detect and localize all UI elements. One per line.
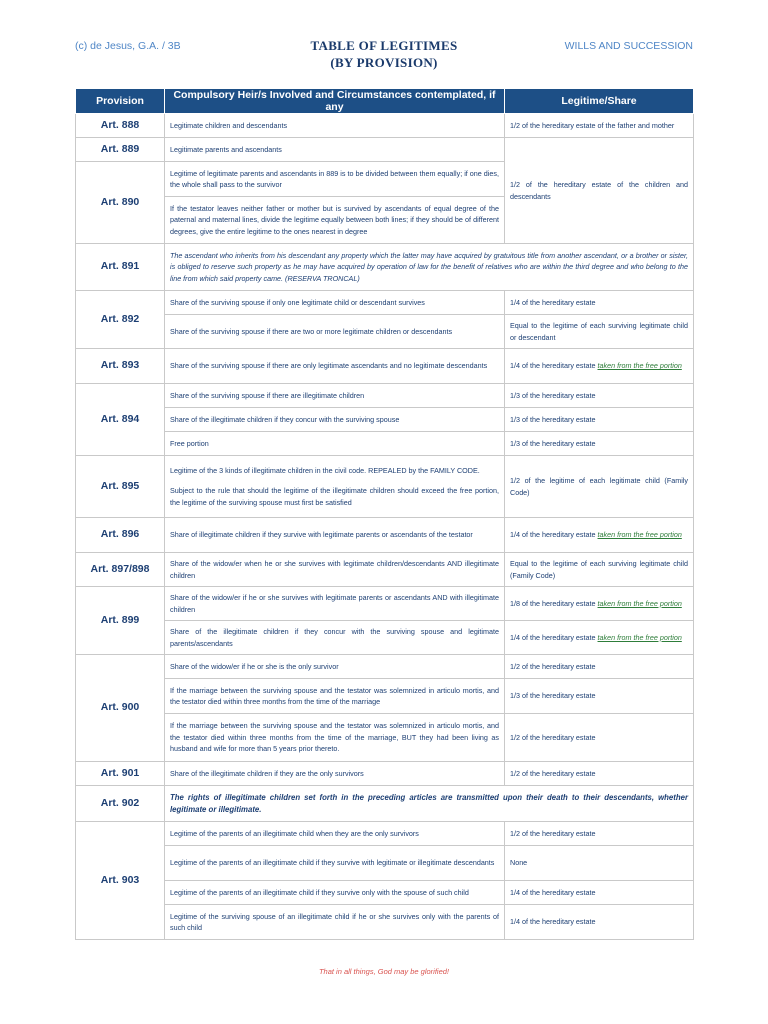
share-cell: 1/4 of the hereditary estate xyxy=(505,291,694,315)
description-cell: The ascendant who inherits from his descendant any property which the latter may have acquired by gratuitous title from another ascendant, or a brother or sister, is obliged to reserve such property as he may have acquired by operation of law for the benefit of relatives who are within the third degree and who belong to the line from which said property came. (RESERVA TRONCAL) xyxy=(165,244,694,291)
provision-cell: Art. 900 xyxy=(76,655,165,762)
description-cell: The rights of illegitimate children set forth in the preceding articles are transmitted upon their death to their descendants, whether legitimate or illegitimate. xyxy=(165,786,694,822)
share-cell: 1/4 of the hereditary estate xyxy=(505,881,694,905)
table-row xyxy=(76,518,694,553)
free-portion-note: taken from the free portion xyxy=(597,632,682,642)
description-cell: If the marriage between the surviving spouse and the testator was solemnized in articulo mortis, and the testator died within three months from the time of the marriage xyxy=(165,679,505,714)
table-row xyxy=(76,456,694,518)
share-cell: 1/2 of the hereditary estate xyxy=(505,714,694,762)
subject-rule-note: Subject to the rule that should the legitime of the illegitimate children should exceed the free portion, the legitime of the surviving spouse must first be satisfied xyxy=(170,486,499,507)
share-cell: 1/2 of the hereditary estate of the children and descendants xyxy=(505,138,694,244)
table-row xyxy=(76,587,694,621)
description-cell: Share of the surviving spouse if only one legitimate child or descendant survives xyxy=(165,291,505,315)
table-row xyxy=(76,655,694,679)
share-cell: 1/4 of the hereditary estate taken from the free portion xyxy=(505,349,694,384)
table-row xyxy=(76,621,694,655)
provision-cell: Art. 893 xyxy=(76,349,165,384)
table-row xyxy=(76,244,694,291)
description-cell: Free portion xyxy=(165,432,505,456)
share-cell: 1/3 of the hereditary estate xyxy=(505,408,694,432)
table-row xyxy=(76,881,694,905)
description-cell: Share of the widow/er if he or she is the only survivor xyxy=(165,655,505,679)
provision-cell: Art. 897/898 xyxy=(76,553,165,587)
table-row xyxy=(76,138,694,162)
share-cell: 1/2 of the hereditary estate xyxy=(505,655,694,679)
description-cell: Legitime of the parents of an illegitimate child if they survive with legitimate or illegitimate descendants xyxy=(165,846,505,881)
table-row xyxy=(76,114,694,138)
share-cell: 1/4 of the hereditary estate taken from the free portion xyxy=(505,518,694,553)
share-cell: 1/2 of the hereditary estate xyxy=(505,822,694,846)
share-cell: 1/3 of the hereditary estate xyxy=(505,679,694,714)
description-cell: Legitime of the surviving spouse of an illegitimate child if he or she survives only with the parents of such child xyxy=(165,905,505,940)
description-cell: Share of the illegitimate children if they concur with the surviving spouse xyxy=(165,408,505,432)
description-cell: Share of the illegitimate children if they are the only survivors xyxy=(165,762,505,786)
provision-cell: Art. 889 xyxy=(76,138,165,162)
subject-label: WILLS AND SUCCESSION xyxy=(564,40,693,52)
share-cell: 1/4 of the hereditary estate taken from the free portion xyxy=(505,621,694,655)
description-cell: Share of illegitimate children if they survive with legitimate parents or ascendants of the testator xyxy=(165,518,505,553)
footer-quote: That in all things, God may be glorified! xyxy=(318,967,450,976)
table-row xyxy=(76,315,694,349)
provision-cell: Art. 894 xyxy=(76,384,165,456)
table-row xyxy=(76,432,694,456)
table-row xyxy=(76,905,694,940)
column-header-provision: Provision xyxy=(76,89,165,114)
table-row xyxy=(76,679,694,714)
title-line-1: TABLE OF LEGITIMES xyxy=(310,38,458,53)
provision-cell: Art. 902 xyxy=(76,786,165,822)
description-cell: Legitime of legitimate parents and ascendants in 889 is to be divided between them equally; if one dies, the whole shall pass to the survivor xyxy=(165,162,505,197)
column-header-heirs: Compulsory Heir/s Involved and Circumstances contemplated, if any xyxy=(165,89,505,114)
free-portion-note: taken from the free portion xyxy=(597,598,682,608)
provision-cell: Art. 888 xyxy=(76,114,165,138)
share-cell: 1/3 of the hereditary estate xyxy=(505,384,694,408)
provision-cell: Art. 895 xyxy=(76,456,165,518)
table-row xyxy=(76,408,694,432)
description-cell: Share of the surviving spouse if there are only legitimate ascendants and no legitimate descendants xyxy=(165,349,505,384)
table-header-row xyxy=(76,89,694,114)
share-cell: 1/2 of the hereditary estate xyxy=(505,762,694,786)
share-cell: 1/4 of the hereditary estate xyxy=(505,905,694,940)
share-cell: 1/2 of the hereditary estate of the father and mother xyxy=(505,114,694,138)
table-row xyxy=(76,349,694,384)
share-cell: 1/3 of the hereditary estate xyxy=(505,432,694,456)
description-cell xyxy=(165,456,505,518)
table-row xyxy=(76,384,694,408)
share-cell: Equal to the legitime of each surviving legitimate child or descendant xyxy=(505,315,694,349)
description-cell: Share of the widow/er when he or she survives with legitimate children/descendants AND illegitimate children xyxy=(165,553,505,587)
description-cell: If the testator leaves neither father or mother but is survived by ascendants of equal degree of the paternal and maternal lines, divide the legitime equally between both lines; if they should be of different degrees, give the entire legitime to the ones nearest in degree xyxy=(165,197,505,244)
author-credit: (c) de Jesus, G.A. / 3B xyxy=(75,40,181,52)
provision-cell: Art. 890 xyxy=(76,162,165,244)
table-row xyxy=(76,714,694,762)
provision-cell: Art. 896 xyxy=(76,518,165,553)
share-cell: 1/2 of the legitime of each legitimate child (Family Code) xyxy=(505,456,694,518)
provision-cell: Art. 903 xyxy=(76,822,165,940)
share-cell: 1/8 of the hereditary estate taken from the free portion xyxy=(505,587,694,621)
table-row xyxy=(76,553,694,587)
legitimes-table xyxy=(75,88,694,940)
description-cell: If the marriage between the surviving spouse and the testator was solemnized in articulo mortis, and the testator died within three months from the time of the marriage, BUT they had been living as husband and wife for more than 5 years prior thereto. xyxy=(165,714,505,762)
table-row xyxy=(76,786,694,822)
title-line-2: (BY PROVISION) xyxy=(330,55,438,70)
description-cell: Share of the surviving spouse if there are illegitimate children xyxy=(165,384,505,408)
repealed-note: Legitime of the 3 kinds of illegitimate children in the civil code. REPEALED by the FAMILY CODE. xyxy=(170,465,480,475)
table-row xyxy=(76,291,694,315)
share-cell: None xyxy=(505,846,694,881)
provision-cell: Art. 901 xyxy=(76,762,165,786)
table-row xyxy=(76,822,694,846)
provision-cell: Art. 892 xyxy=(76,291,165,349)
description-cell: Share of the surviving spouse if there are two or more legitimate children or descendants xyxy=(165,315,505,349)
description-cell: Share of the widow/er if he or she survives with legitimate parents or ascendants AND with illegitimate children xyxy=(165,587,505,621)
description-cell: Legitimate children and descendants xyxy=(165,114,505,138)
free-portion-note: taken from the free portion xyxy=(597,361,682,371)
free-portion-note: taken from the free portion xyxy=(597,530,682,540)
provision-cell: Art. 899 xyxy=(76,587,165,655)
description-cell: Share of the illegitimate children if they concur with the surviving spouse and legitimate parents/ascendants xyxy=(165,621,505,655)
description-cell: Legitime of the parents of an illegitimate child when they are the only survivors xyxy=(165,822,505,846)
column-header-share: Legitime/Share xyxy=(505,89,694,114)
share-cell: Equal to the legitime of each surviving legitimate child (Family Code) xyxy=(505,553,694,587)
table-row xyxy=(76,846,694,881)
description-cell: Legitime of the parents of an illegitimate child if they survive only with the spouse of such child xyxy=(165,881,505,905)
table-row xyxy=(76,762,694,786)
provision-cell: Art. 891 xyxy=(76,244,165,291)
description-cell: Legitimate parents and ascendants xyxy=(165,138,505,162)
